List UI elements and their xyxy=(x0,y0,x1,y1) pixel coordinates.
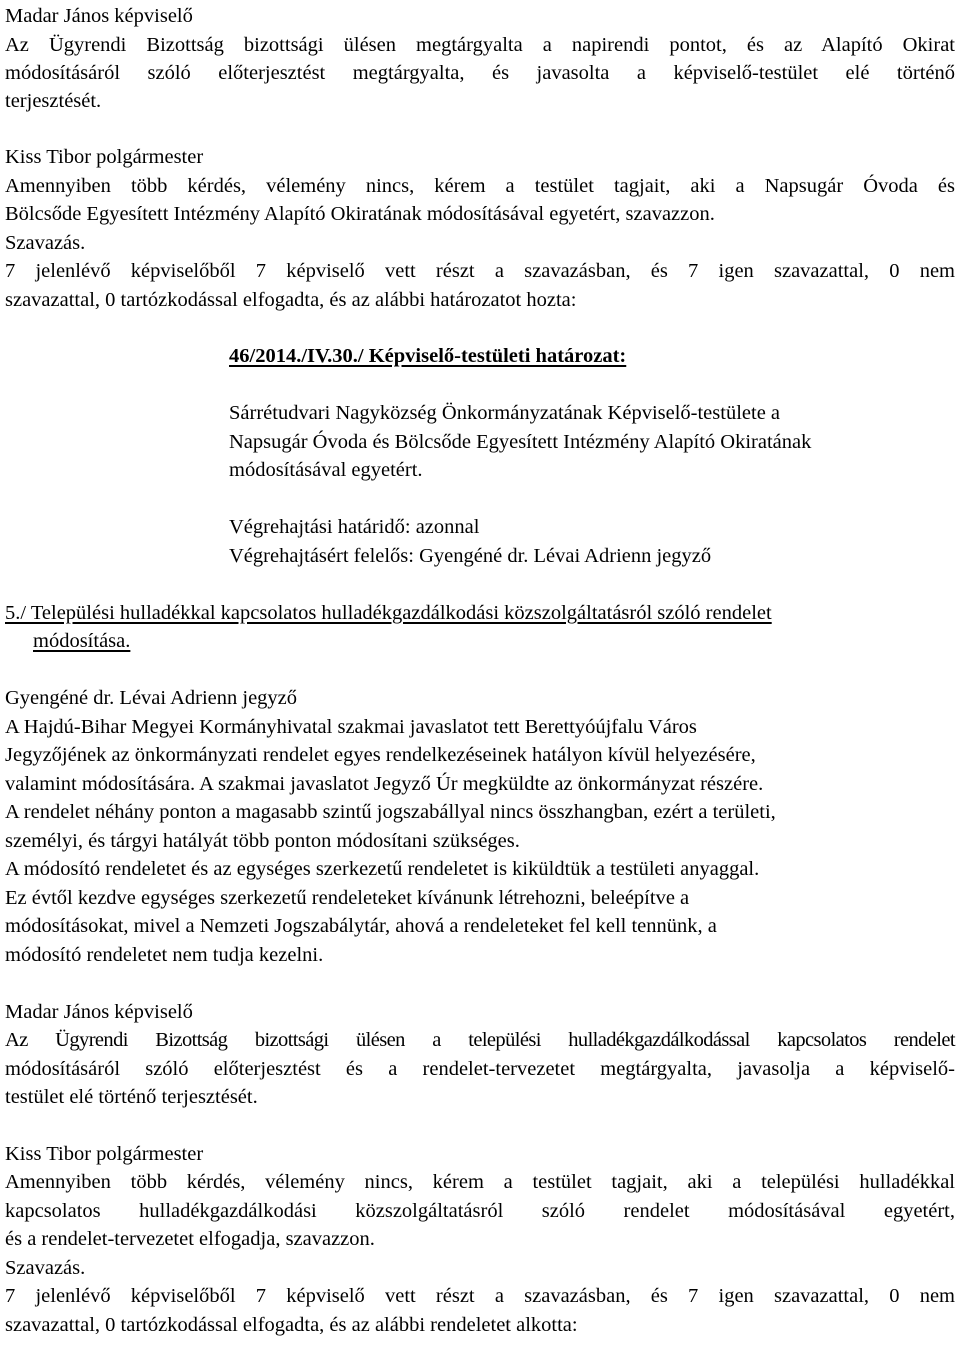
committee-text-line: Az Ügyrendi Bizottság bizottsági ülésen a települési hulladékgazdálkodással kapcsolatos rendelet xyxy=(5,1029,955,1051)
mayor-text-line: Amennyiben több kérdés, vélemény nincs, kérem a testület tagjait, aki a települési hulladékkal xyxy=(5,1171,955,1193)
notary-text-line: A módosító rendeletet és az egységes szerkezetű rendeletet is kiküldtük a testületi anyaggal. xyxy=(5,858,760,880)
resolution-body-line: Sárrétudvari Nagyközség Önkormányzatának Képviselő-testülete a xyxy=(229,402,781,424)
speaker-name: Kiss Tibor polgármester xyxy=(5,146,204,168)
notary-text-line: Jegyzőjének az önkormányzati rendelet egyes rendelkezéseinek hatályon kívül helyezésére, xyxy=(5,744,756,766)
resolution-responsible: Végrehajtásért felelős: Gyengéné dr. Lévai Adrienn jegyző xyxy=(229,545,712,567)
committee-text-line: módosításáról szóló előterjesztést és a rendelet-tervezetet megtárgyalta, javasolja a képviselő- xyxy=(5,1058,955,1080)
vote-result-line: 7 jelenlévő képviselőből 7 képviselő vett részt a szavazásban, és 7 igen szavazattal, 0 nem xyxy=(5,260,955,282)
notary-text-line: módosításokat, mivel a Nemzeti Jogszabálytár, ahová a rendeleteket fel kell tennünk, a xyxy=(5,915,717,937)
committee-text-line: testület elé történő terjesztését. xyxy=(5,1086,258,1108)
notary-text-line: valamint módosítására. A szakmai javaslatot Jegyző Úr megküldte az önkormányzat részére. xyxy=(5,773,764,795)
vote-label: Szavazás. xyxy=(5,1257,86,1279)
speaker-name: Madar János képviselő xyxy=(5,5,193,27)
vote-result-line: 7 jelenlévő képviselőből 7 képviselő vett részt a szavazásban, és 7 igen szavazattal, 0 nem xyxy=(5,1285,955,1307)
vote-result-line: szavazattal, 0 tartózkodással elfogadta, és az alábbi határozatot hozta: xyxy=(5,289,577,311)
mayor-text-line: Amennyiben több kérdés, vélemény nincs, kérem a testület tagjait, aki a Napsugár Óvoda és xyxy=(5,175,955,197)
mayor-text-line: Bölcsőde Egyesített Intézmény Alapító Okiratának módosításával egyetért, szavazzon. xyxy=(5,203,715,225)
committee-text-line: Az Ügyrendi Bizottság bizottsági ülésen megtárgyalta a napirendi pontot, és az Alapító Okirat xyxy=(5,34,955,56)
speaker-name: Kiss Tibor polgármester xyxy=(5,1143,204,1165)
committee-text-line: terjesztését. xyxy=(5,90,102,112)
speaker-name: Gyengéné dr. Lévai Adrienn jegyző xyxy=(5,687,298,709)
notary-text-line: A Hajdú-Bihar Megyei Kormányhivatal szakmai javaslatot tett Berettyóújfalu Város xyxy=(5,716,697,738)
resolution-body-line: módosításával egyetért. xyxy=(229,459,423,481)
vote-label: Szavazás. xyxy=(5,232,86,254)
vote-result-line: szavazattal, 0 tartózkodással elfogadta, és az alábbi rendeletet alkotta: xyxy=(5,1314,578,1336)
resolution-deadline: Végrehajtási határidő: azonnal xyxy=(229,516,480,538)
resolution-body-line: Napsugár Óvoda és Bölcsőde Egyesített Intézmény Alapító Okiratának xyxy=(229,431,812,453)
notary-text-line: személyi, és tárgyi hatályát több ponton módosítani szükséges. xyxy=(5,830,520,852)
mayor-text-line: és a rendelet-tervezetet elfogadja, szavazzon. xyxy=(5,1228,375,1250)
notary-text-line: A rendelet néhány ponton a magasabb szintű jogszabállyal nincs összhangban, ezért a területi, xyxy=(5,801,776,823)
resolution-title: 46/2014./IV.30./ Képviselő-testületi határozat: xyxy=(229,345,627,367)
notary-text-line: Ez évtől kezdve egységes szerkezetű rendeleteket kívánunk létrehozni, beleépítve a xyxy=(5,887,690,909)
speaker-name: Madar János képviselő xyxy=(5,1001,193,1023)
agenda-item-title: módosítása. xyxy=(33,630,131,652)
mayor-text-line: kapcsolatos hulladékgazdálkodási közszolgáltatásról szóló rendelet módosításával egyetért, xyxy=(5,1200,955,1222)
committee-text-line: módosításáról szóló előterjesztést megtárgyalta, és javasolta a képviselő-testület elé történő xyxy=(5,62,955,84)
agenda-item-title: 5./ Települési hulladékkal kapcsolatos hulladékgazdálkodási közszolgáltatásról szóló rendelet xyxy=(5,602,772,624)
notary-text-line: módosító rendeletet nem tudja kezelni. xyxy=(5,944,324,966)
